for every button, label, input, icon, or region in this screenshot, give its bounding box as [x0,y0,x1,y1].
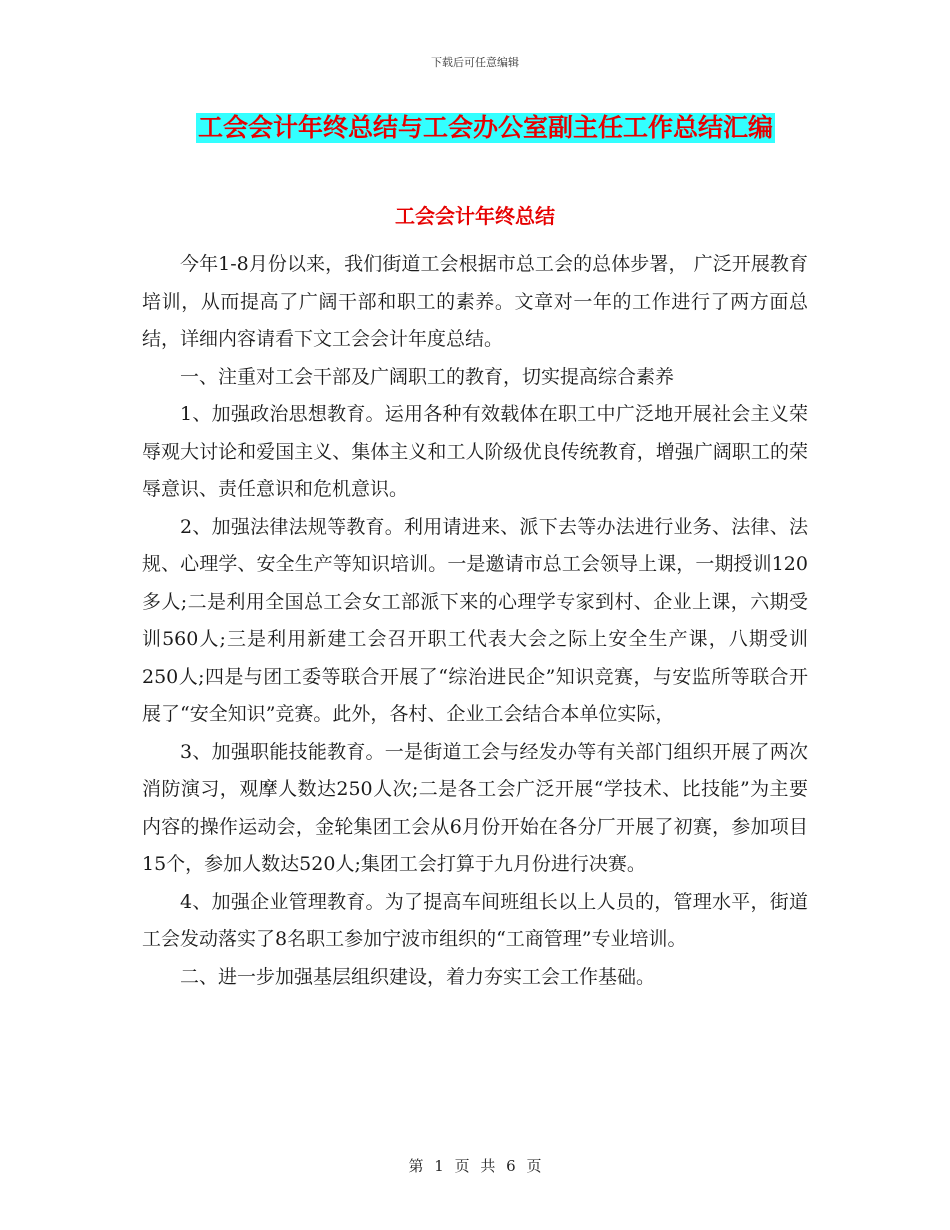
document-body [142,246,808,996]
paragraph-heading-1: 一、注重对工会干部及广阔职工的教育，切实提高综合素养 [180,365,675,388]
paragraph-item-2: 2、加强法律法规等教育。利用请进来、派下去等办法进行业务、法律、法规、心理学、安全生产等知识培训。一是邀请市总工会领导上课，一期授训120多人;二是利用全国总工会女工部派下来的心理学专家到村、企业上课，六期受训560人;三是利用新建工会召开职工代表大会之际上安全生产课，八期受训250人;四是与团工委等联合开展了“综治进民企”知识竞赛，与安监所等联合开展了“安全知识”竞赛。此外，各村、企业工会结合本单位实际， [142,515,808,725]
section-title: 工会会计年终总结 [395,204,555,228]
document-title: 工会会计年终总结与工会办公室副主任工作总结汇编 [198,113,774,142]
page-footer: 第 1 页 共 6 页 [408,1157,542,1175]
paragraph-heading-2: 二、进一步加强基层组织建设，着力夯实工会工作基础。 [180,965,656,988]
paragraph-item-4: 4、加强企业管理教育。为了提高车间班组长以上人员的，管理水平，街道工会发动落实了8名职工参加宁波市组织的“工商管理”专业培训。 [142,890,808,950]
paragraph-item-1: 1、加强政治思想教育。运用各种有效载体在职工中广泛地开展社会主义荣辱观大讨论和爱国主义、集体主义和工人阶级优良传统教育，增强广阔职工的荣辱意识、责任意识和危机意识。 [142,403,808,500]
header-note: 下载后可任意编辑 [431,56,519,69]
paragraph-intro: 今年1-8月份以来，我们街道工会根据市总工会的总体步署， 广泛开展教育培训，从而提高了广阔干部和职工的素养。文章对一年的工作进行了两方面总结，详细内容请看下文工会会计年度总结。 [142,253,808,350]
paragraph-item-3: 3、加强职能技能教育。一是街道工会与经发办等有关部门组织开展了两次消防演习，观摩人数达250人次;二是各工会广泛开展“学技术、比技能”为主要内容的操作运动会，金轮集团工会从6月份开始在各分厂开展了初赛，参加项目15个，参加人数达520人;集团工会打算于九月份进行决赛。 [142,740,808,875]
